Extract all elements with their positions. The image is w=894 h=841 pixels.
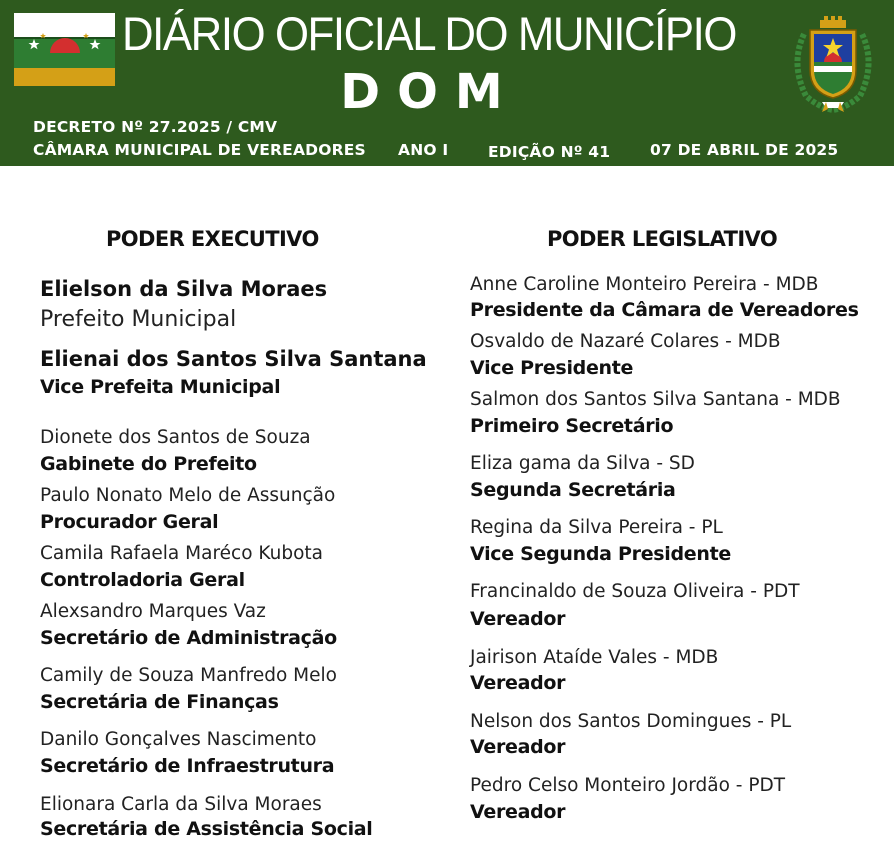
legislative-member-name: Pedro Celso Monteiro Jordão - PDT [470,775,786,796]
executive-member-name: Camila Rafaela Maréco Kubota [40,543,323,564]
municipal-coat-of-arms-icon [786,14,880,114]
legislative-member-name: Salmon dos Santos Silva Santana - MDB [470,389,841,410]
municipal-flag-icon [14,13,115,86]
decree-number: DECRETO Nº 27.2025 / CMV [33,118,278,136]
legislative-member-role: Vereador [470,801,566,823]
publication-year: ANO I [398,141,449,159]
legislative-member-role: Vereador [470,672,566,694]
legislative-member-role: Vice Presidente [470,357,634,379]
executive-member-name: Elienai dos Santos Silva Santana [40,347,427,371]
executive-member-name: Elielson da Silva Moraes [40,277,328,301]
legislative-member-name: Jairison Ataíde Vales - MDB [470,647,719,668]
gazette-title: DIÁRIO OFICIAL DO MUNICÍPIO [122,7,737,60]
executive-member-role: Secretária de Finanças [40,691,279,713]
legislative-member-name: Osvaldo de Nazaré Colares - MDB [470,331,781,352]
legislative-member-name: Eliza gama da Silva - SD [470,453,695,474]
executive-member-role: Gabinete do Prefeito [40,453,257,475]
legislative-member-role: Vereador [470,736,566,758]
executive-member-name: Elionara Carla da Silva Moraes [40,794,322,815]
executive-member-name: Dionete dos Santos de Souza [40,427,311,448]
executive-member-role: Prefeito Municipal [40,307,237,332]
legislative-heading: PODER LEGISLATIVO [547,227,778,251]
publication-date: 07 DE ABRIL DE 2025 [650,141,839,159]
legislative-member-name: Regina da Silva Pereira - PL [470,517,723,538]
chamber-name: CÂMARA MUNICIPAL DE VEREADORES [33,141,366,159]
executive-member-name: Alexsandro Marques Vaz [40,601,266,622]
executive-member-role: Secretário de Infraestrutura [40,755,335,777]
legislative-member-role: Vereador [470,608,566,630]
executive-member-role: Vice Prefeita Municipal [40,376,281,398]
legislative-member-name: Nelson dos Santos Domingues - PL [470,711,792,732]
executive-member-role: Procurador Geral [40,511,219,533]
executive-member-name: Camily de Souza Manfredo Melo [40,665,337,686]
gazette-abbreviation: DOM [340,64,520,120]
executive-member-name: Paulo Nonato Melo de Assunção [40,485,336,506]
executive-member-role: Secretário de Administração [40,627,337,649]
executive-heading: PODER EXECUTIVO [106,227,319,251]
edition-number: EDIÇÃO Nº 41 [488,143,611,161]
executive-member-role: Controladoria Geral [40,569,245,591]
legislative-member-role: Presidente da Câmara de Vereadores [470,299,859,321]
executive-member-name: Danilo Gonçalves Nascimento [40,729,317,750]
legislative-member-name: Anne Caroline Monteiro Pereira - MDB [470,274,819,295]
legislative-member-role: Vice Segunda Presidente [470,543,731,565]
executive-member-role: Secretária de Assistência Social [40,818,373,840]
header-banner [0,0,894,166]
legislative-member-name: Francinaldo de Souza Oliveira - PDT [470,581,800,602]
legislative-member-role: Primeiro Secretário [470,415,674,437]
legislative-member-role: Segunda Secretária [470,479,676,501]
